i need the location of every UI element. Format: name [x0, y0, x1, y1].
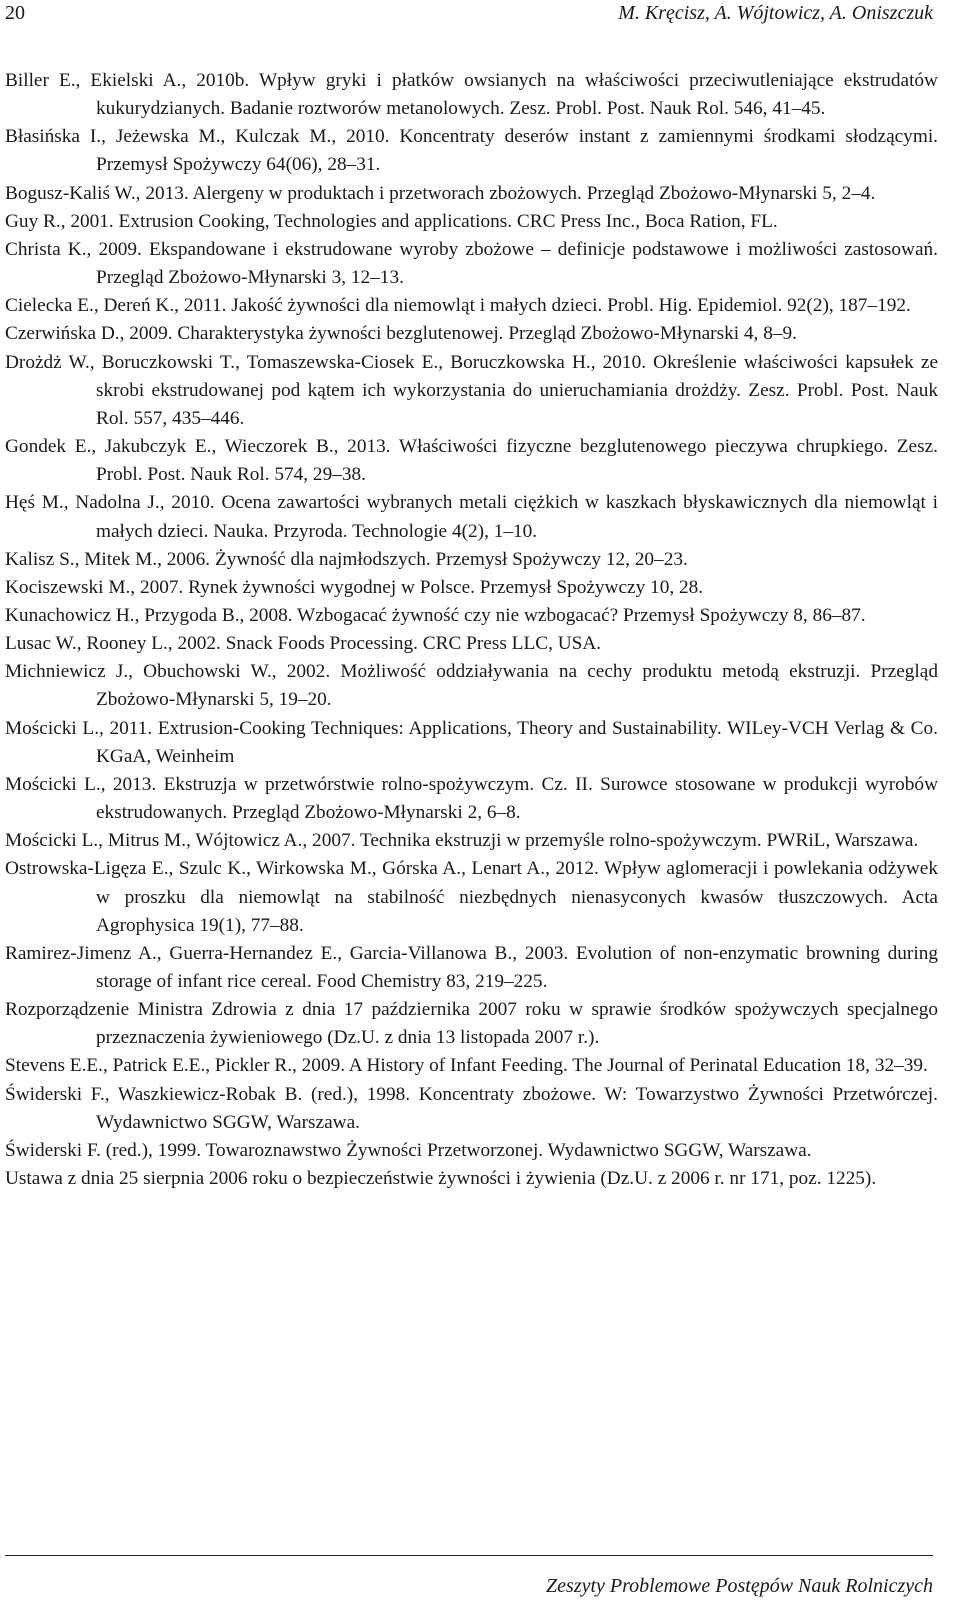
- reference-item: Guy R., 2001. Extrusion Cooking, Technologies and applications. CRC Press Inc., Boca Ration, FL.: [5, 210, 778, 232]
- reference-item: Kalisz S., Mitek M., 2006. Żywność dla najmłodszych. Przemysł Spożywczy 12, 20–23.: [5, 548, 688, 570]
- reference-item: Lusac W., Rooney L., 2002. Snack Foods Processing. CRC Press LLC, USA.: [5, 633, 602, 655]
- reference-item: Świderski F. (red.), 1999. Towaroznawstwo Żywności Przetworzonej. Wydawnictwo SGGW, Warszawa.: [5, 1139, 812, 1161]
- reference-item: Kunachowicz H., Przygoda B., 2008. Wzbogacać żywność czy nie wzbogacać? Przemysł Spożywczy 8, 86–87.: [5, 604, 866, 626]
- reference-item: Mościcki L., 2013. Ekstruzja w przetwórstwie rolno-spożywczym. Cz. II. Surowce stosowane w produkcji wyrobów ekstrudowanych. Przegląd Zbożowo-Młynarski 2, 6–8.: [5, 773, 938, 824]
- reference-item: Kociszewski M., 2007. Rynek żywności wygodnej w Polsce. Przemysł Spożywczy 10, 28.: [5, 576, 704, 598]
- reference-item: Ustawa z dnia 25 sierpnia 2006 roku o bezpieczeństwie żywności i żywienia (Dz.U. z 2006 r. nr 171, poz. 1225).: [5, 1168, 877, 1190]
- reference-item: Hęś M., Nadolna J., 2010. Ocena zawartości wybranych metali ciężkich w kaszkach błyskawicznych dla niemowląt i małych dzieci. Nauka. Przyroda. Technologie 4(2), 1–10.: [5, 492, 938, 542]
- reference-item: Mościcki L., 2011. Extrusion-Cooking Techniques: Applications, Theory and Sustainability. WILey-VCH Verlag & Co. KGaA, Weinheim: [5, 717, 938, 767]
- reference-item: Biller E., Ekielski A., 2010b. Wpływ gryki i płatków owsianych na właściwości przeciwutleniające ekstrudatów kukurydzianych. Badanie roztworów metanolowych. Zesz. Probl. Post. Nauk Rol. 546, 41–45.: [5, 70, 938, 120]
- footer-divider: [5, 1555, 933, 1556]
- reference-item: Czerwińska D., 2009. Charakterystyka żywności bezglutenowej. Przegląd Zbożowo-Młynarski 4, 8–9.: [5, 323, 797, 345]
- page-header: [0, 0, 960, 40]
- reference-item: Bogusz-Kaliś W., 2013. Alergeny w produktach i przetworach zbożowych. Przegląd Zbożowo-Młynarski 5, 2–4.: [5, 182, 876, 204]
- reference-item: Michniewicz J., Obuchowski W., 2002. Możliwość oddziaływania na cechy produktu metodą ekstruzji. Przegląd Zbożowo-Młynarski 5, 19–20.: [5, 661, 938, 711]
- reference-item: Ostrowska-Ligęza E., Szulc K., Wirkowska M., Górska A., Lenart A., 2012. Wpływ aglomeracji i powlekania odżywek w proszku dla niemowląt na stabilność niezbędnych nienasyconych kwasów tłuszczowych. Acta Agrophysica 19(1), 77–88.: [5, 858, 938, 936]
- reference-item: Rozporządzenie Ministra Zdrowia z dnia 17 października 2007 roku w sprawie środków spożywczych specjalnego przeznaczenia żywieniowego (Dz.U. z dnia 13 listopada 2007 r.).: [5, 999, 938, 1049]
- reference-item: Mościcki L., Mitrus M., Wójtowicz A., 2007. Technika ekstruzji w przemyśle rolno-spożywczym. PWRiL, Warszawa.: [5, 830, 919, 852]
- reference-item: Christa K., 2009. Ekspandowane i ekstrudowane wyroby zbożowe – definicje podstawowe i możliwości zastosowań. Przegląd Zbożowo-Młynarski 3, 12–13.: [5, 238, 938, 289]
- page-number: 20: [5, 2, 25, 24]
- footer-journal-name: Zeszyty Problemowe Postępów Nauk Rolniczych: [546, 1575, 933, 1597]
- reference-item: Drożdż W., Boruczkowski T., Tomaszewska-Ciosek E., Boruczkowska H., 2010. Określenie właściwości kapsułek ze skrobi ekstrudowanej pod kątem ich wykorzystania do unieruchamiania drożdży. Zesz. Probl. Post. Nauk Rol. 557, 435–446.: [5, 351, 938, 429]
- reference-item: Gondek E., Jakubczyk E., Wieczorek B., 2013. Właściwości fizyczne bezglutenowego pieczywa chrupkiego. Zesz. Probl. Post. Nauk Rol. 574, 29–38.: [5, 436, 938, 486]
- reference-item: Świderski F., Waszkiewicz-Robak B. (red.), 1998. Koncentraty zbożowe. W: Towarzystwo Żywności Przetwórczej. Wydawnictwo SGGW, Warszawa.: [5, 1083, 938, 1133]
- reference-item: Stevens E.E., Patrick E.E., Pickler R., 2009. A History of Infant Feeding. The Journal of Perinatal Education 18, 32–39.: [5, 1055, 928, 1077]
- reference-item: Błasińska I., Jeżewska M., Kulczak M., 2010. Koncentraty deserów instant z zamiennymi środkami słodzącymi. Przemysł Spożywczy 64(06), 28–31.: [5, 126, 938, 176]
- reference-item: Ramirez-Jimenz A., Guerra-Hernandez E., Garcia-Villanowa B., 2003. Evolution of non-enzymatic browning during storage of infant rice cereal. Food Chemistry 83, 219–225.: [5, 942, 938, 992]
- reference-item: Cielecka E., Dereń K., 2011. Jakość żywności dla niemowląt i małych dzieci. Probl. Hig. Epidemiol. 92(2), 187–192.: [5, 295, 911, 317]
- reference-list: [5, 67, 938, 1193]
- running-head-authors: M. Kręcisz, A. Wójtowicz, A. Oniszczuk: [618, 2, 933, 24]
